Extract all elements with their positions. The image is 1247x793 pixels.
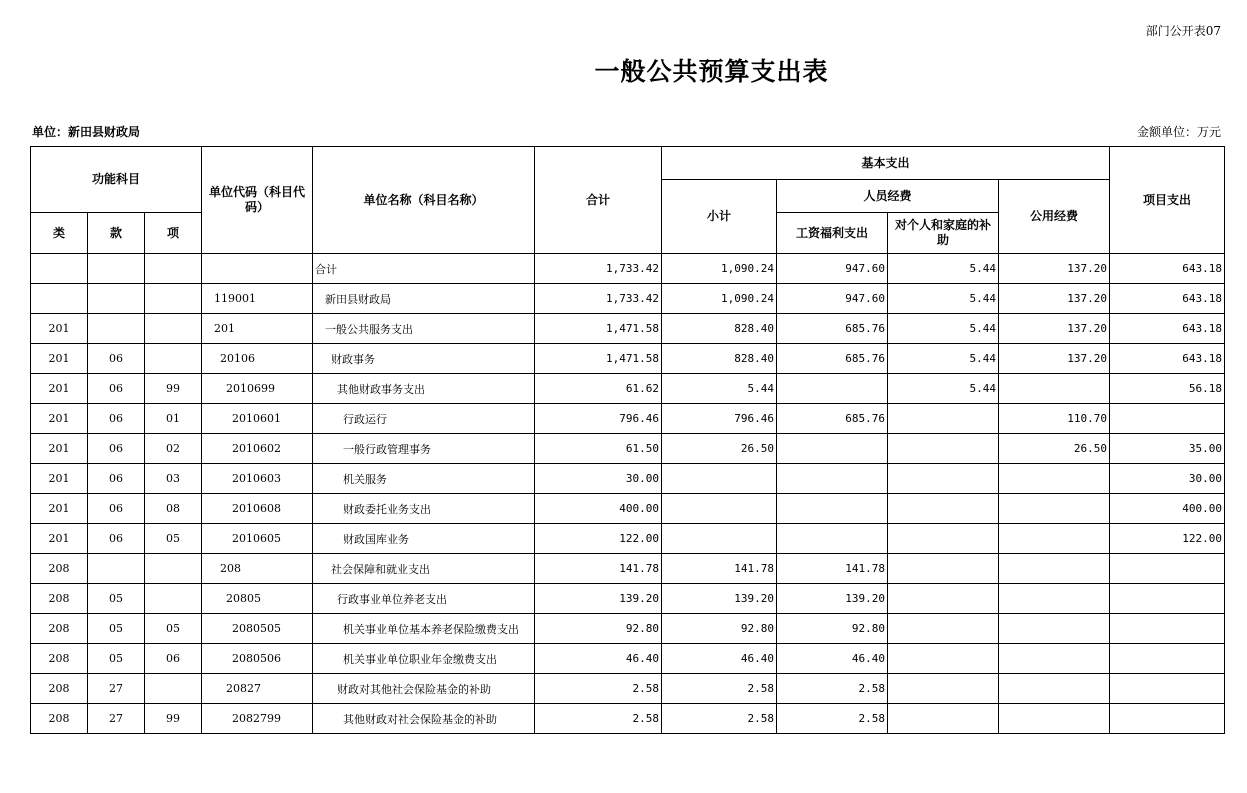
cell-total: 30.00 bbox=[535, 464, 662, 494]
cell-code: 2080506 bbox=[202, 644, 313, 674]
cell-total: 46.40 bbox=[535, 644, 662, 674]
cell-kuan: 27 bbox=[88, 704, 145, 734]
cell-salary: 947.60 bbox=[777, 284, 888, 314]
cell-code: 20827 bbox=[202, 674, 313, 704]
cell-kuan: 06 bbox=[88, 524, 145, 554]
cell-kuan: 06 bbox=[88, 494, 145, 524]
cell-subsidy bbox=[888, 674, 999, 704]
cell-public bbox=[999, 374, 1110, 404]
cell-salary: 141.78 bbox=[777, 554, 888, 584]
cell-project: 643.18 bbox=[1110, 254, 1225, 284]
cell-kuan: 27 bbox=[88, 674, 145, 704]
cell-public bbox=[999, 584, 1110, 614]
cell-kuan bbox=[88, 314, 145, 344]
table-row bbox=[31, 704, 1225, 734]
cell-name: 其他财政事务支出 bbox=[313, 374, 535, 404]
cell-public bbox=[999, 614, 1110, 644]
table-row bbox=[31, 554, 1225, 584]
cell-project: 122.00 bbox=[1110, 524, 1225, 554]
cell-project bbox=[1110, 644, 1225, 674]
header-unit-code: 单位代码（科目代码） bbox=[202, 147, 313, 254]
cell-name: 社会保障和就业支出 bbox=[313, 554, 535, 584]
cell-lei: 208 bbox=[31, 704, 88, 734]
cell-lei: 201 bbox=[31, 494, 88, 524]
cell-public bbox=[999, 554, 1110, 584]
cell-subtotal: 46.40 bbox=[662, 644, 777, 674]
cell-subtotal: 828.40 bbox=[662, 314, 777, 344]
cell-kuan: 05 bbox=[88, 614, 145, 644]
cell-xiang bbox=[145, 554, 202, 584]
cell-subtotal bbox=[662, 464, 777, 494]
cell-kuan: 06 bbox=[88, 464, 145, 494]
table-row bbox=[31, 374, 1225, 404]
table-row bbox=[31, 434, 1225, 464]
cell-project bbox=[1110, 554, 1225, 584]
cell-xiang bbox=[145, 254, 202, 284]
cell-lei bbox=[31, 284, 88, 314]
cell-lei: 201 bbox=[31, 374, 88, 404]
budget-expenditure-table bbox=[30, 146, 1225, 734]
cell-public bbox=[999, 494, 1110, 524]
cell-public: 137.20 bbox=[999, 254, 1110, 284]
cell-code: 2010602 bbox=[202, 434, 313, 464]
cell-lei: 201 bbox=[31, 524, 88, 554]
cell-xiang: 08 bbox=[145, 494, 202, 524]
cell-xiang: 99 bbox=[145, 704, 202, 734]
header-public: 公用经费 bbox=[999, 180, 1110, 254]
cell-salary: 2.58 bbox=[777, 674, 888, 704]
cell-subsidy bbox=[888, 464, 999, 494]
cell-code: 2010608 bbox=[202, 494, 313, 524]
cell-total: 796.46 bbox=[535, 404, 662, 434]
cell-public bbox=[999, 464, 1110, 494]
cell-subsidy bbox=[888, 584, 999, 614]
cell-kuan: 06 bbox=[88, 374, 145, 404]
cell-xiang: 05 bbox=[145, 614, 202, 644]
cell-public: 137.20 bbox=[999, 314, 1110, 344]
cell-name: 机关服务 bbox=[313, 464, 535, 494]
table-row bbox=[31, 494, 1225, 524]
cell-salary: 685.76 bbox=[777, 344, 888, 374]
cell-xiang: 02 bbox=[145, 434, 202, 464]
cell-project: 643.18 bbox=[1110, 344, 1225, 374]
cell-subtotal: 828.40 bbox=[662, 344, 777, 374]
cell-name: 财政委托业务支出 bbox=[313, 494, 535, 524]
cell-kuan: 05 bbox=[88, 644, 145, 674]
cell-lei: 208 bbox=[31, 614, 88, 644]
cell-name: 机关事业单位职业年金缴费支出 bbox=[313, 644, 535, 674]
cell-salary: 92.80 bbox=[777, 614, 888, 644]
cell-total: 122.00 bbox=[535, 524, 662, 554]
cell-name: 机关事业单位基本养老保险缴费支出 bbox=[313, 614, 535, 644]
table-row bbox=[31, 404, 1225, 434]
cell-kuan: 05 bbox=[88, 584, 145, 614]
cell-lei: 201 bbox=[31, 404, 88, 434]
cell-lei bbox=[31, 254, 88, 284]
cell-salary: 46.40 bbox=[777, 644, 888, 674]
cell-subtotal: 5.44 bbox=[662, 374, 777, 404]
cell-code: 20805 bbox=[202, 584, 313, 614]
header-subsidy: 对个人和家庭的补助 bbox=[888, 213, 999, 254]
cell-salary bbox=[777, 374, 888, 404]
cell-subsidy bbox=[888, 524, 999, 554]
cell-project bbox=[1110, 404, 1225, 434]
cell-name: 财政对其他社会保险基金的补助 bbox=[313, 674, 535, 704]
cell-kuan bbox=[88, 554, 145, 584]
table-row bbox=[31, 584, 1225, 614]
cell-xiang: 06 bbox=[145, 644, 202, 674]
cell-project: 30.00 bbox=[1110, 464, 1225, 494]
cell-subtotal: 2.58 bbox=[662, 674, 777, 704]
table-row bbox=[31, 524, 1225, 554]
cell-name: 其他财政对社会保险基金的补助 bbox=[313, 704, 535, 734]
cell-project: 35.00 bbox=[1110, 434, 1225, 464]
cell-subtotal: 796.46 bbox=[662, 404, 777, 434]
cell-subtotal: 26.50 bbox=[662, 434, 777, 464]
cell-xiang bbox=[145, 314, 202, 344]
cell-subsidy: 5.44 bbox=[888, 284, 999, 314]
cell-public: 26.50 bbox=[999, 434, 1110, 464]
cell-subsidy bbox=[888, 644, 999, 674]
cell-total: 1,471.58 bbox=[535, 314, 662, 344]
cell-code: 208 bbox=[202, 554, 313, 584]
cell-lei: 201 bbox=[31, 344, 88, 374]
cell-subsidy: 5.44 bbox=[888, 314, 999, 344]
cell-kuan: 06 bbox=[88, 344, 145, 374]
cell-salary: 139.20 bbox=[777, 584, 888, 614]
header-project: 项目支出 bbox=[1110, 147, 1225, 254]
cell-lei: 208 bbox=[31, 674, 88, 704]
header-personnel: 人员经费 bbox=[777, 180, 999, 213]
cell-lei: 201 bbox=[31, 434, 88, 464]
header-basic: 基本支出 bbox=[662, 147, 1110, 180]
cell-total: 1,733.42 bbox=[535, 284, 662, 314]
cell-total: 61.50 bbox=[535, 434, 662, 464]
cell-subsidy: 5.44 bbox=[888, 254, 999, 284]
cell-xiang bbox=[145, 284, 202, 314]
cell-name: 财政事务 bbox=[313, 344, 535, 374]
cell-subsidy bbox=[888, 704, 999, 734]
cell-xiang bbox=[145, 674, 202, 704]
cell-code: 20106 bbox=[202, 344, 313, 374]
cell-subtotal: 1,090.24 bbox=[662, 284, 777, 314]
cell-name: 新田县财政局 bbox=[313, 284, 535, 314]
cell-xiang: 99 bbox=[145, 374, 202, 404]
cell-total: 139.20 bbox=[535, 584, 662, 614]
cell-public bbox=[999, 644, 1110, 674]
cell-lei: 208 bbox=[31, 644, 88, 674]
amount-unit: 金额单位：万元 bbox=[1136, 125, 1221, 139]
cell-subtotal: 1,090.24 bbox=[662, 254, 777, 284]
cell-public bbox=[999, 674, 1110, 704]
cell-public: 110.70 bbox=[999, 404, 1110, 434]
cell-name: 一般行政管理事务 bbox=[313, 434, 535, 464]
cell-subtotal bbox=[662, 524, 777, 554]
cell-code: 201 bbox=[202, 314, 313, 344]
table-row bbox=[31, 464, 1225, 494]
cell-salary bbox=[777, 524, 888, 554]
cell-public bbox=[999, 524, 1110, 554]
cell-lei: 208 bbox=[31, 554, 88, 584]
header-unit-name: 单位名称（科目名称） bbox=[313, 147, 535, 254]
cell-public bbox=[999, 704, 1110, 734]
cell-subtotal bbox=[662, 494, 777, 524]
cell-subsidy bbox=[888, 434, 999, 464]
cell-name: 财政国库业务 bbox=[313, 524, 535, 554]
header-total: 合计 bbox=[535, 147, 662, 254]
cell-project: 643.18 bbox=[1110, 284, 1225, 314]
cell-project: 643.18 bbox=[1110, 314, 1225, 344]
cell-public: 137.20 bbox=[999, 284, 1110, 314]
cell-subtotal: 92.80 bbox=[662, 614, 777, 644]
cell-subsidy bbox=[888, 494, 999, 524]
cell-name: 行政运行 bbox=[313, 404, 535, 434]
cell-name: 合计 bbox=[313, 254, 535, 284]
cell-kuan: 06 bbox=[88, 404, 145, 434]
cell-xiang: 01 bbox=[145, 404, 202, 434]
cell-lei: 201 bbox=[31, 314, 88, 344]
cell-xiang bbox=[145, 584, 202, 614]
cell-code: 119001 bbox=[202, 284, 313, 314]
cell-project: 400.00 bbox=[1110, 494, 1225, 524]
form-code: 部门公开表07 bbox=[1145, 24, 1221, 38]
table-row bbox=[31, 674, 1225, 704]
cell-code: 2082799 bbox=[202, 704, 313, 734]
header-xiang: 项 bbox=[145, 213, 202, 254]
table-row bbox=[31, 614, 1225, 644]
cell-project bbox=[1110, 704, 1225, 734]
cell-kuan: 06 bbox=[88, 434, 145, 464]
cell-project bbox=[1110, 584, 1225, 614]
cell-salary: 2.58 bbox=[777, 704, 888, 734]
cell-lei: 201 bbox=[31, 464, 88, 494]
cell-total: 141.78 bbox=[535, 554, 662, 584]
cell-salary: 947.60 bbox=[777, 254, 888, 284]
cell-code: 2010605 bbox=[202, 524, 313, 554]
cell-code: 2010603 bbox=[202, 464, 313, 494]
cell-subsidy: 5.44 bbox=[888, 374, 999, 404]
header-func-subject: 功能科目 bbox=[31, 147, 202, 213]
cell-xiang: 03 bbox=[145, 464, 202, 494]
table-row bbox=[31, 314, 1225, 344]
cell-subsidy bbox=[888, 404, 999, 434]
cell-subtotal: 139.20 bbox=[662, 584, 777, 614]
cell-total: 1,471.58 bbox=[535, 344, 662, 374]
cell-subtotal: 141.78 bbox=[662, 554, 777, 584]
cell-public: 137.20 bbox=[999, 344, 1110, 374]
cell-code: 2010601 bbox=[202, 404, 313, 434]
header-salary: 工资福利支出 bbox=[777, 213, 888, 254]
cell-salary bbox=[777, 464, 888, 494]
table-row bbox=[31, 344, 1225, 374]
cell-project bbox=[1110, 614, 1225, 644]
cell-total: 92.80 bbox=[535, 614, 662, 644]
cell-xiang bbox=[145, 344, 202, 374]
page-title: 一般公共预算支出表 bbox=[594, 57, 829, 86]
cell-lei: 208 bbox=[31, 584, 88, 614]
cell-total: 61.62 bbox=[535, 374, 662, 404]
header-kuan: 款 bbox=[88, 213, 145, 254]
cell-code: 2080505 bbox=[202, 614, 313, 644]
cell-salary: 685.76 bbox=[777, 314, 888, 344]
cell-total: 2.58 bbox=[535, 704, 662, 734]
cell-kuan bbox=[88, 284, 145, 314]
table-row bbox=[31, 254, 1225, 284]
cell-project: 56.18 bbox=[1110, 374, 1225, 404]
cell-code: 2010699 bbox=[202, 374, 313, 404]
cell-code bbox=[202, 254, 313, 284]
cell-total: 2.58 bbox=[535, 674, 662, 704]
cell-name: 行政事业单位养老支出 bbox=[313, 584, 535, 614]
header-subtotal: 小计 bbox=[662, 180, 777, 254]
cell-subsidy: 5.44 bbox=[888, 344, 999, 374]
cell-subtotal: 2.58 bbox=[662, 704, 777, 734]
cell-name: 一般公共服务支出 bbox=[313, 314, 535, 344]
table-row bbox=[31, 284, 1225, 314]
cell-total: 400.00 bbox=[535, 494, 662, 524]
unit-label: 单位：新田县财政局 bbox=[32, 125, 141, 139]
cell-project bbox=[1110, 674, 1225, 704]
cell-total: 1,733.42 bbox=[535, 254, 662, 284]
cell-subsidy bbox=[888, 554, 999, 584]
cell-salary bbox=[777, 434, 888, 464]
cell-subsidy bbox=[888, 614, 999, 644]
cell-salary: 685.76 bbox=[777, 404, 888, 434]
cell-salary bbox=[777, 494, 888, 524]
cell-kuan bbox=[88, 254, 145, 284]
header-lei: 类 bbox=[31, 213, 88, 254]
cell-xiang: 05 bbox=[145, 524, 202, 554]
table-row bbox=[31, 644, 1225, 674]
